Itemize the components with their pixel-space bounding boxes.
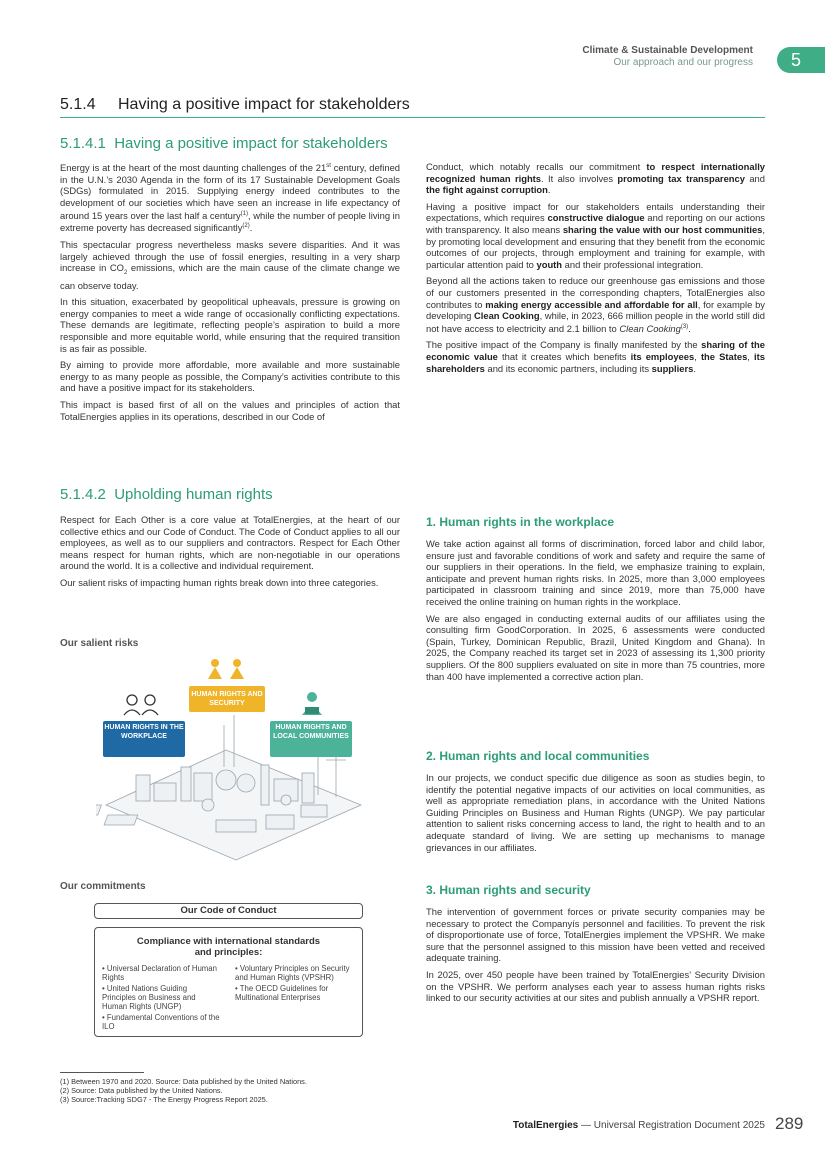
subsection-title-positive-impact	[60, 135, 388, 152]
subsection-number: 5.1.4.2	[60, 486, 106, 503]
paragraph: In our projects, we conduct specific due diligence as soon as studies begin, to identify the potential negative impacts of our activities on local communities, as well as appropriate remediation plans, in accordance with the United Nations Guiding Principles on Business and Human Rights (UNGP). We pay particular attention to salient risks concerning access to land, the right to health and to an adequate standard of living. We are setting up mechanisms to manage grievances in our affiliates.	[426, 772, 765, 853]
list-item: • The OECD Guidelines for Multinational Enterprises	[235, 984, 355, 1002]
subsection-number: 5.1.4.1	[60, 135, 106, 152]
paragraph: The intervention of government forces or private security companies may be necessary to protect the Companyís personnel and facilities. To prevent the risk of disproportionate use of force, TotalEnergies implement the VPSHR. We make sure that the personnel assigned to this mission have been vetted and received adequate training.	[426, 906, 765, 964]
paragraph: We take action against all forms of discrimination, forced labor and child labor, ensure just and favorable conditions of work and safety and require the same of our suppliers in their operations. In the field, we emphasize training to explain, anticipate and prevent human rights risks. In 2025, more than 3,000 employees participated in classroom training and since 2019, more than 75,000 have received the online training on human rights in the workplace.	[426, 538, 765, 607]
chapter-title: Climate & Sustainable Development	[582, 45, 753, 56]
compliance-list-right	[235, 964, 355, 1004]
security-risk-label: HUMAN RIGHTS AND SECURITY	[191, 691, 263, 707]
workers-icon	[124, 695, 158, 715]
positive-impact-right-text	[426, 161, 765, 379]
section-title	[60, 96, 765, 118]
list-item: • United Nations Guiding Principles on Business and Human Rights (UNGP)	[102, 984, 220, 1011]
paragraph: By aiming to provide more affordable, more available and more sustainable energy to as many people as possible, the Company’s activities contribute to this and have a positive impact for its stakeholders.	[60, 359, 400, 394]
compliance-list-left	[102, 964, 220, 1033]
paragraph: Conduct, which notably recalls our commitment to respect internationally recognized human rights. It also involves promoting tax transparency and the fight against corruption.	[426, 161, 766, 196]
code-of-conduct-box: Our Code of Conduct	[94, 903, 363, 919]
paragraph: In this situation, exacerbated by geopolitical upheavals, pressure is growing on energy companies to meet a wide range of occasionally conflicting expectations. These demands are legitimate, reflecting people’s aspiration to build a more responsible and more equitable world, while ensuring that the required transition is as fair as possible.	[60, 296, 400, 354]
chapter-subtitle: Our approach and our progress	[613, 57, 753, 68]
heading-local-communities: 2. Human rights and local communities	[426, 749, 650, 763]
list-item: • Voluntary Principles on Security and Human Rights (VPSHR)	[235, 964, 355, 982]
section-heading: Having a positive impact for stakeholders	[118, 96, 410, 113]
section-number: 5.1.4	[60, 96, 96, 113]
subsection-title-human-rights	[60, 486, 273, 503]
paragraph: This impact is based first of all on the values and principles of action that TotalEnergies applies in its operations, described in our Code of	[60, 398, 400, 422]
footnotes	[60, 1077, 307, 1104]
page-number: 289	[775, 1114, 804, 1133]
heading-workplace: 1. Human rights in the workplace	[426, 515, 615, 529]
paragraph: Our salient risks of impacting human rights break down into three categories.	[60, 576, 379, 588]
footnote: (3) Source:Tracking SDG7 - The Energy Progress Report 2025.	[60, 1095, 268, 1104]
workplace-text	[426, 538, 765, 687]
footnote-divider	[60, 1072, 144, 1073]
salient-risks-diagram	[96, 655, 366, 870]
footer-brand: TotalEnergies	[512, 1120, 579, 1131]
footnote: (2) Source: Data published by the United Nations.	[60, 1086, 223, 1095]
communities-risk-label: HUMAN RIGHTS AND LOCAL COMMUNITIES	[273, 724, 349, 740]
list-item: • Universal Declaration of Human Rights	[102, 964, 220, 982]
workplace-risk-label: HUMAN RIGHTS IN THE WORKPLACE	[104, 724, 184, 740]
compliance-box	[94, 927, 363, 1037]
paragraph: This spectacular progress nevertheless masks severe disparities. And it was largely achieved through the use of fossil energies, resulting in a very sharp increase in $CO_2$ emissions, which are the main cause of the climate change we can observe today.	[60, 238, 400, 291]
security-text	[426, 906, 765, 1009]
salient-risks-label: Our salient risks	[60, 638, 139, 649]
security-people-icon	[208, 659, 244, 679]
compliance-title: Compliance with international standards and principles:	[136, 936, 321, 958]
heading-security: 3. Human rights and security	[426, 883, 591, 897]
subsection-heading: Having a positive impact for stakeholders	[114, 135, 388, 152]
local-communities-text	[426, 772, 765, 858]
paragraph: Having a positive impact for our stakeholders entails understanding their expectations, which requires constructive dialogue and reporting on our actions with transparency. It also means sharing the value with our host communities, by promoting local development and ensuring that they benefit from the economic outcomes of our projects, through employment and training for example, with particular attention paid to youth and their professional integration.	[426, 200, 765, 270]
footer-doc-title	[513, 1120, 765, 1131]
positive-impact-left-text	[60, 161, 400, 427]
footnote: (1) Between 1970 and 2020. Source: Data published by the United Nations.	[60, 1077, 307, 1086]
human-rights-intro-text	[60, 514, 400, 594]
paragraph: In 2025, over 450 people have been trained by TotalEnergies’ Security Division on the VPSHR. We perform analyses each year to assess human rights risks linked to our security activities at our sites and publish annually a VPSHR report.	[426, 968, 765, 1004]
paragraph: Energy is at the heart of the most daunting challenges of the 21st century, defined in the U.N.’s 2030 Agenda in the form of its 17 Sustainable Development Goals (SDGs) formulated in 2015. Supplying energy indeed contributes to the development of our societies which have seen an increase in life expectancy of around 15 years over the last half a century$^{(1)}$, while the number of people living in extreme poverty has decreased significantly$^{(2)}$.	[60, 162, 400, 234]
community-person-icon	[302, 692, 322, 715]
commitments-label: Our commitments	[60, 881, 146, 892]
chapter-number-tab: 5	[777, 47, 825, 73]
paragraph: The positive impact of the Company is finally manifested by the sharing of the economic value that it creates which benefits its employees, the States, its shareholders and its economic partners, including its suppliers.	[426, 339, 765, 374]
paragraph: Respect for Each Other is a core value at TotalEnergies, at the heart of our collective ethics and our Code of Conduct. The Code of Conduct applies to all our employees, as well as to our suppliers and contractors. Respect for Each Other means respect for human rights, which are non-negotiable in our operations around the world. It is a collective and individual requirement.	[60, 514, 400, 572]
paragraph: Beyond all the actions taken to reduce our greenhouse gas emissions and those of our customers presented in the corresponding chapters, TotalEnergies also contributes to making energy accessible and affordable for all, for example by developing Clean Cooking, while, in 2023, 666 million people in the world still did not have access to electricity and 2.1 billion to Clean Cooking$^{(3)}$.	[426, 275, 765, 334]
list-item: • Fundamental Conventions of the ILO	[102, 1013, 220, 1031]
footer-doc: — Universal Registration Document 2025	[578, 1120, 765, 1131]
subsection-heading: Upholding human rights	[114, 486, 273, 503]
paragraph: We are also engaged in conducting external audits of our affiliates using the consulting firm GoodCorporation. In 2025, 6 assessments were conducted (Spain, Turkey, Dominican Republic, Brazil, United Kingdom and Ghana). In 2025, the Company reached its target set in 2023 of assessing its 1,300 priority suppliers. Of the 800 suppliers evaluated on site in more than 75 countries, more than 400 have implemented a corrective action plan.	[426, 612, 765, 682]
